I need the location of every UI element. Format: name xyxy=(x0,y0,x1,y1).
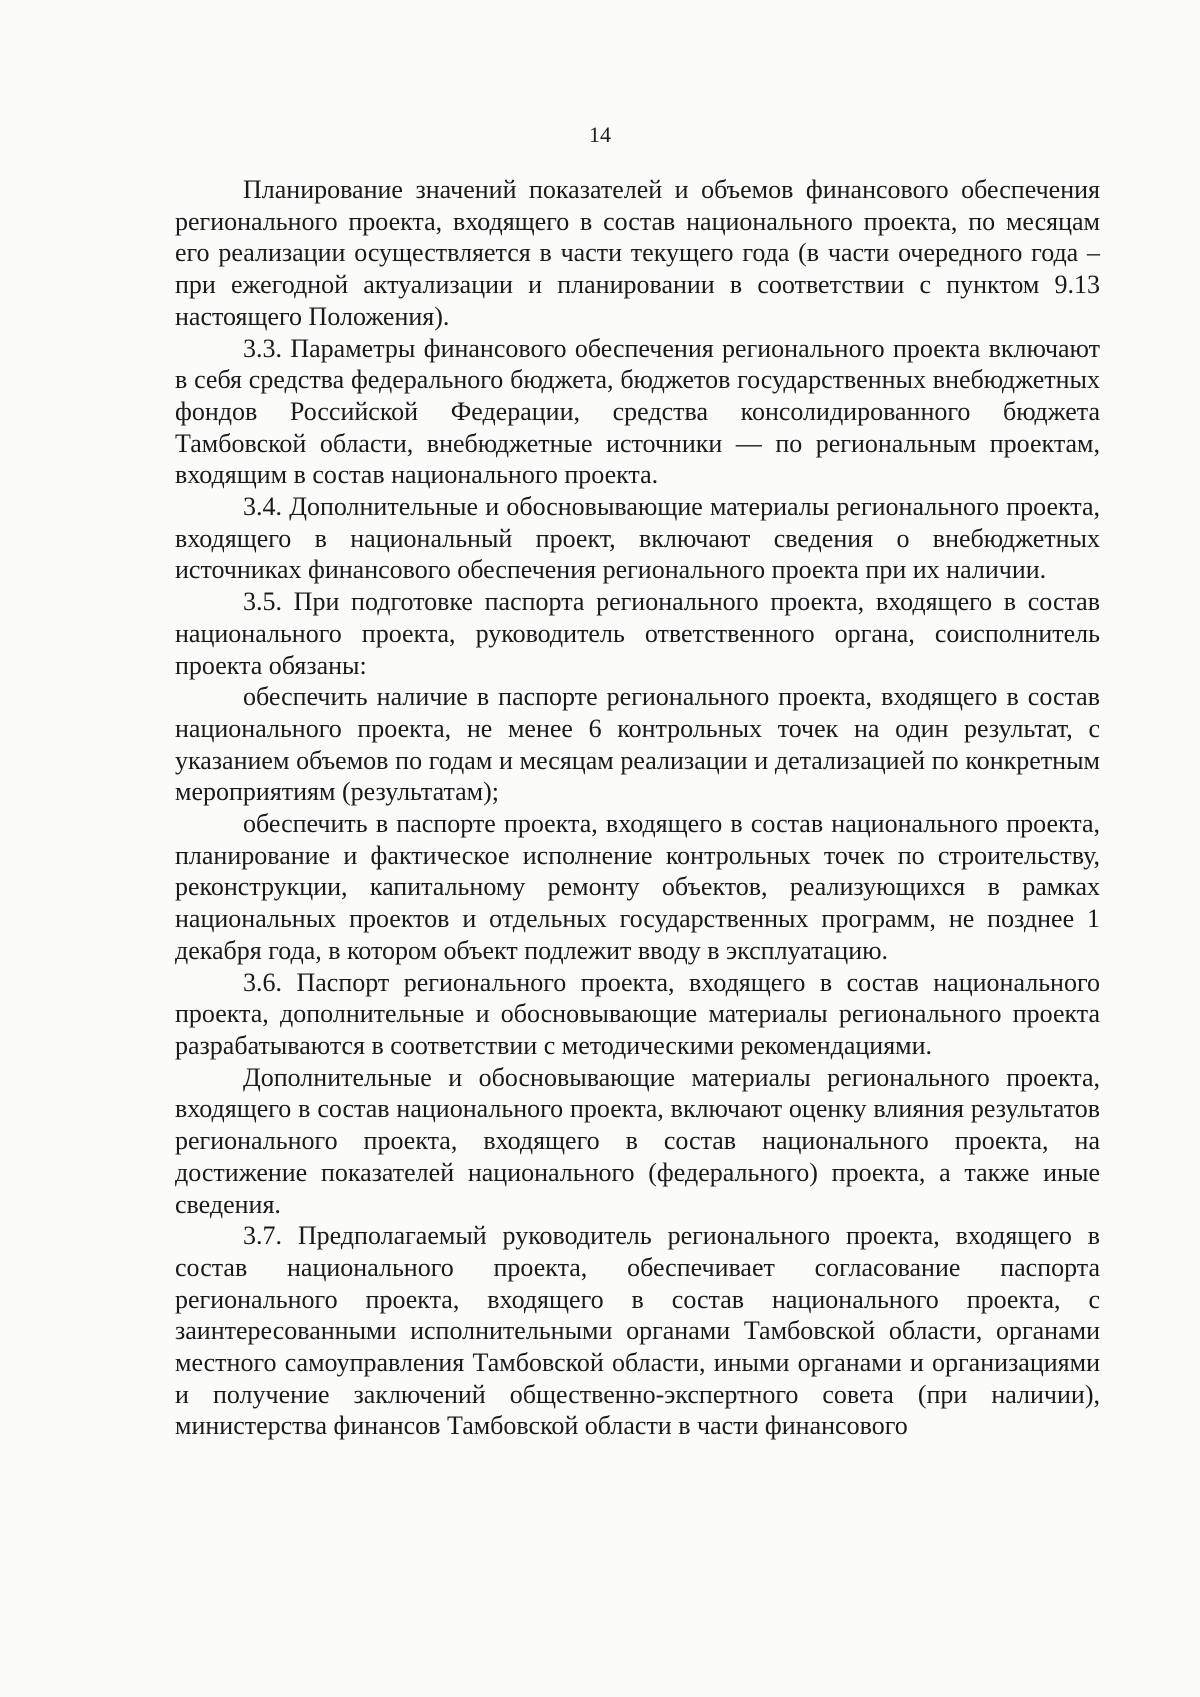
paragraph-3-5: 3.5. При подготовке паспорта регионального проекта, входящего в состав национального проекта, руководитель ответственного органа, соисполнитель проекта обязаны: xyxy=(175,587,1100,680)
paragraph-3-5-item-1: обеспечить наличие в паспорте регионального проекта, входящего в состав национального проекта, не менее 6 контрольных точек на один результат, с указанием объемов по годам и месяцам реализации и детализацией по конкретным мероприятиям (результатам); xyxy=(175,682,1100,807)
paragraph-3-4: 3.4. Дополнительные и обосновывающие материалы регионального проекта, входящего в национальный проект, включают сведения о внебюджетных источниках финансового обеспечения регионального проекта при их наличии. xyxy=(175,492,1100,585)
document-body xyxy=(175,174,1100,1442)
paragraph-3-7: 3.7. Предполагаемый руководитель регионального проекта, входящего в состав национального проекта, обеспечивает согласование паспорта регионального проекта, входящего в состав национального проекта, с заинтересованными исполнительными органами Тамбовской области, органами местного самоуправления Тамбовской области, иными органами и организациями и получение заключений общественно-экспертного совета (при наличии), министерства финансов Тамбовской области в части финансового xyxy=(175,1221,1100,1441)
paragraph-planning: Планирование значений показателей и объемов финансового обеспечения регионального проекта, входящего в состав национального проекта, по месяцам его реализации осуществляется в части текущего года (в части очередного года – при ежегодной актуализации и планировании в соответствии с пунктом 9.13 настоящего Положения). xyxy=(175,175,1100,331)
paragraph-3-6-additional: Дополнительные и обосновывающие материалы регионального проекта, входящего в состав национального проекта, включают оценку влияния результатов регионального проекта, входящего в состав национального проекта, на достижение показателей национального (федерального) проекта, а также иные сведения. xyxy=(175,1062,1100,1219)
paragraph-3-3: 3.3. Параметры финансового обеспечения регионального проекта включают в себя средства федерального бюджета, бюджетов государственных внебюджетных фондов Российской Федерации, средства консолидированного бюджета Тамбовской области, внебюджетные источники — по региональным проектам, входящим в состав национального проекта. xyxy=(175,333,1100,490)
paragraph-3-5-item-2: обеспечить в паспорте проекта, входящего в состав национального проекта, планирование и фактическое исполнение контрольных точек по строительству, реконструкции, капитальному ремонту объектов, реализующихся в рамках национальных проектов и отдельных государственных программ, не позднее 1 декабря года, в котором объект подлежит вводу в эксплуатацию. xyxy=(175,809,1100,965)
paragraph-3-6: 3.6. Паспорт регионального проекта, входящего в состав национального проекта, дополнительные и обосновывающие материалы регионального проекта разрабатываются в соответствии с методическими рекомендациями. xyxy=(175,967,1100,1060)
page-number: 14 xyxy=(589,122,611,147)
